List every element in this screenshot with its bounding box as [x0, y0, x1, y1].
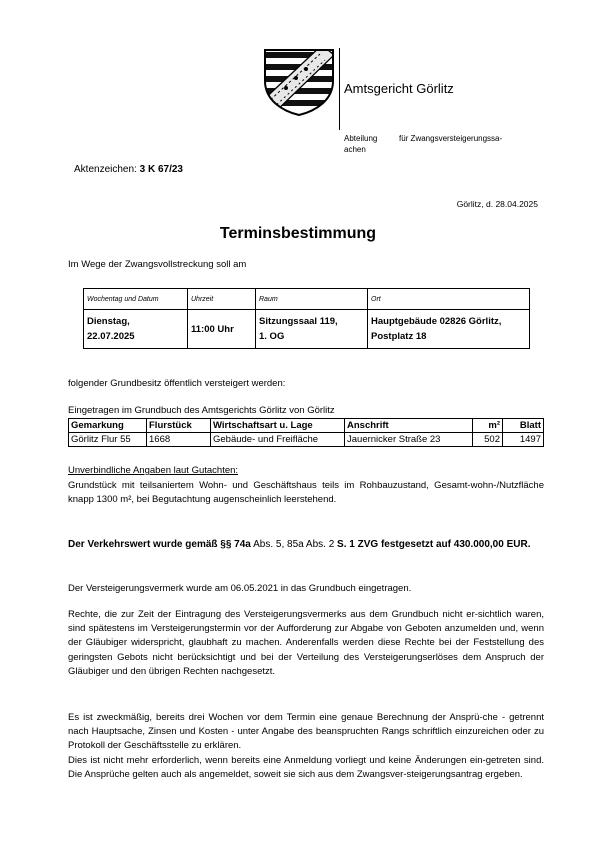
case-number-label: Aktenzeichen:: [74, 164, 140, 175]
appointment-table-header: [84, 289, 530, 310]
date-line: Görlitz, d. 28.04.2025: [456, 199, 538, 209]
market-value-abs1: Abs. 5, 85a: [250, 539, 306, 550]
appointment-table-row: [84, 310, 530, 349]
registration-paragraph: Der Versteigerungsvermerk wurde am 06.05.2021 in das Grundbuch eingetragen.: [68, 583, 412, 594]
place: Hauptgebäude 02826 Görlitz, Postplatz 18: [368, 310, 530, 349]
cell-anschrift: Jauernicker Straße 23: [345, 433, 473, 447]
header-time: Uhrzeit: [188, 289, 256, 310]
header-anschrift: Anschrift: [345, 419, 473, 433]
header-m2: m²: [473, 419, 503, 433]
header-wirtschaftsart: Wirtschaftsart u. Lage: [211, 419, 345, 433]
market-value-part2: S. 1 ZVG festgesetzt auf 430.000,00 EUR.: [334, 539, 531, 550]
claims-paragraph-part2: Dies ist nicht mehr erforderlich, wenn bereits eine Anmeldung vorliegt und keine Änderungen ein-getreten sind. Die Ansprüche gelten auch als angemeldet, soweit sie sich aus dem Zwangsver-steigerungsantrag ergeben.: [68, 754, 544, 780]
market-value-paragraph: [68, 538, 544, 552]
cell-flurstueck: 1668: [147, 433, 211, 447]
header-divider: [339, 48, 340, 130]
claims-paragraph-part1: Es ist zweckmäßig, bereits drei Wochen vor dem Termin eine genaue Berechnung der Ansprü-che - getrennt nach Hauptsache, Zinsen und Kosten - unter Angabe des beanspruchten Rangs schriftlich einzureichen oder zu Protokoll der Geschäftsstelle zu erklären.: [68, 712, 544, 752]
cell-gemarkung: Görlitz Flur 55: [69, 433, 147, 447]
header-flurstueck: Flurstück: [147, 419, 211, 433]
rights-paragraph: Rechte, die zur Zeit der Eintragung des Versteigerungsvermerks aus dem Grundbuch nicht er-sichtlich waren, sind spätestens im Versteigerungstermin vor der Aufforderung zur Abgabe von Geboten anzumelden und, wenn der Gläubiger widerspricht, glaubhaft zu machen. Anderenfalls werden diese Rechte bei der Feststellung des geringsten Gebots nicht berücksichtigt und bei der Verteilung des Versteigerungserlöses dem Anspruch der Gläubiger und den übrigen Rechten nachgesetzt.: [68, 609, 544, 677]
saxony-coat-of-arms-icon: [262, 47, 336, 117]
header-room: Raum: [256, 289, 368, 310]
header-place: Ort: [368, 289, 530, 310]
land-register-table: [68, 418, 544, 447]
claims-paragraph: [68, 711, 544, 782]
appraisal-heading: Unverbindliche Angaben laut Gutachten:: [68, 465, 239, 476]
case-number: 3 K 67/23: [139, 164, 183, 175]
appraisal-text: Grundstück mit teilsaniertem Wohn- und Geschäftshaus teils im Rohbauzustand, Gesamt-wohn-/Nutzfläche knapp 1300 m², bei Begutachtung augenscheinlich leerstehend.: [68, 480, 544, 506]
intro-text: Im Wege der Zwangsvollstreckung soll am: [68, 259, 247, 270]
cell-blatt: 1497: [503, 433, 544, 447]
header-gemarkung: Gemarkung: [69, 419, 147, 433]
table-row: [69, 433, 544, 447]
market-value-abs2: Abs. 2: [305, 539, 335, 550]
cell-wirtschaftsart: Gebäude- und Freifläche: [211, 433, 345, 447]
case-number-line: [74, 164, 183, 175]
market-value-part1: Der Verkehrswert wurde gemäß §§ 74a: [68, 539, 251, 550]
header-weekday-date: Wochentag und Datum: [84, 289, 188, 310]
header-blatt: Blatt: [503, 419, 544, 433]
cell-m2: 502: [473, 433, 503, 447]
appointment-table: [83, 288, 530, 349]
land-register-title: Eingetragen im Grundbuch des Amtsgerichts Görlitz von Görlitz: [68, 405, 335, 416]
weekday-date: Dienstag, 22.07.2025: [84, 310, 188, 349]
land-register-header: [69, 419, 544, 433]
page-title: Terminsbestimmung: [219, 225, 377, 242]
auction-sentence: folgender Grundbesitz öffentlich versteigert werden:: [68, 378, 286, 389]
court-name: Amtsgericht Görlitz: [344, 81, 454, 96]
department-label: Abteilung achen: [344, 134, 378, 154]
department-text: für Zwangsversteigerungssa-: [399, 134, 503, 143]
room: Sitzungssaal 119, 1. OG: [256, 310, 368, 349]
time: 11:00 Uhr: [188, 310, 256, 349]
